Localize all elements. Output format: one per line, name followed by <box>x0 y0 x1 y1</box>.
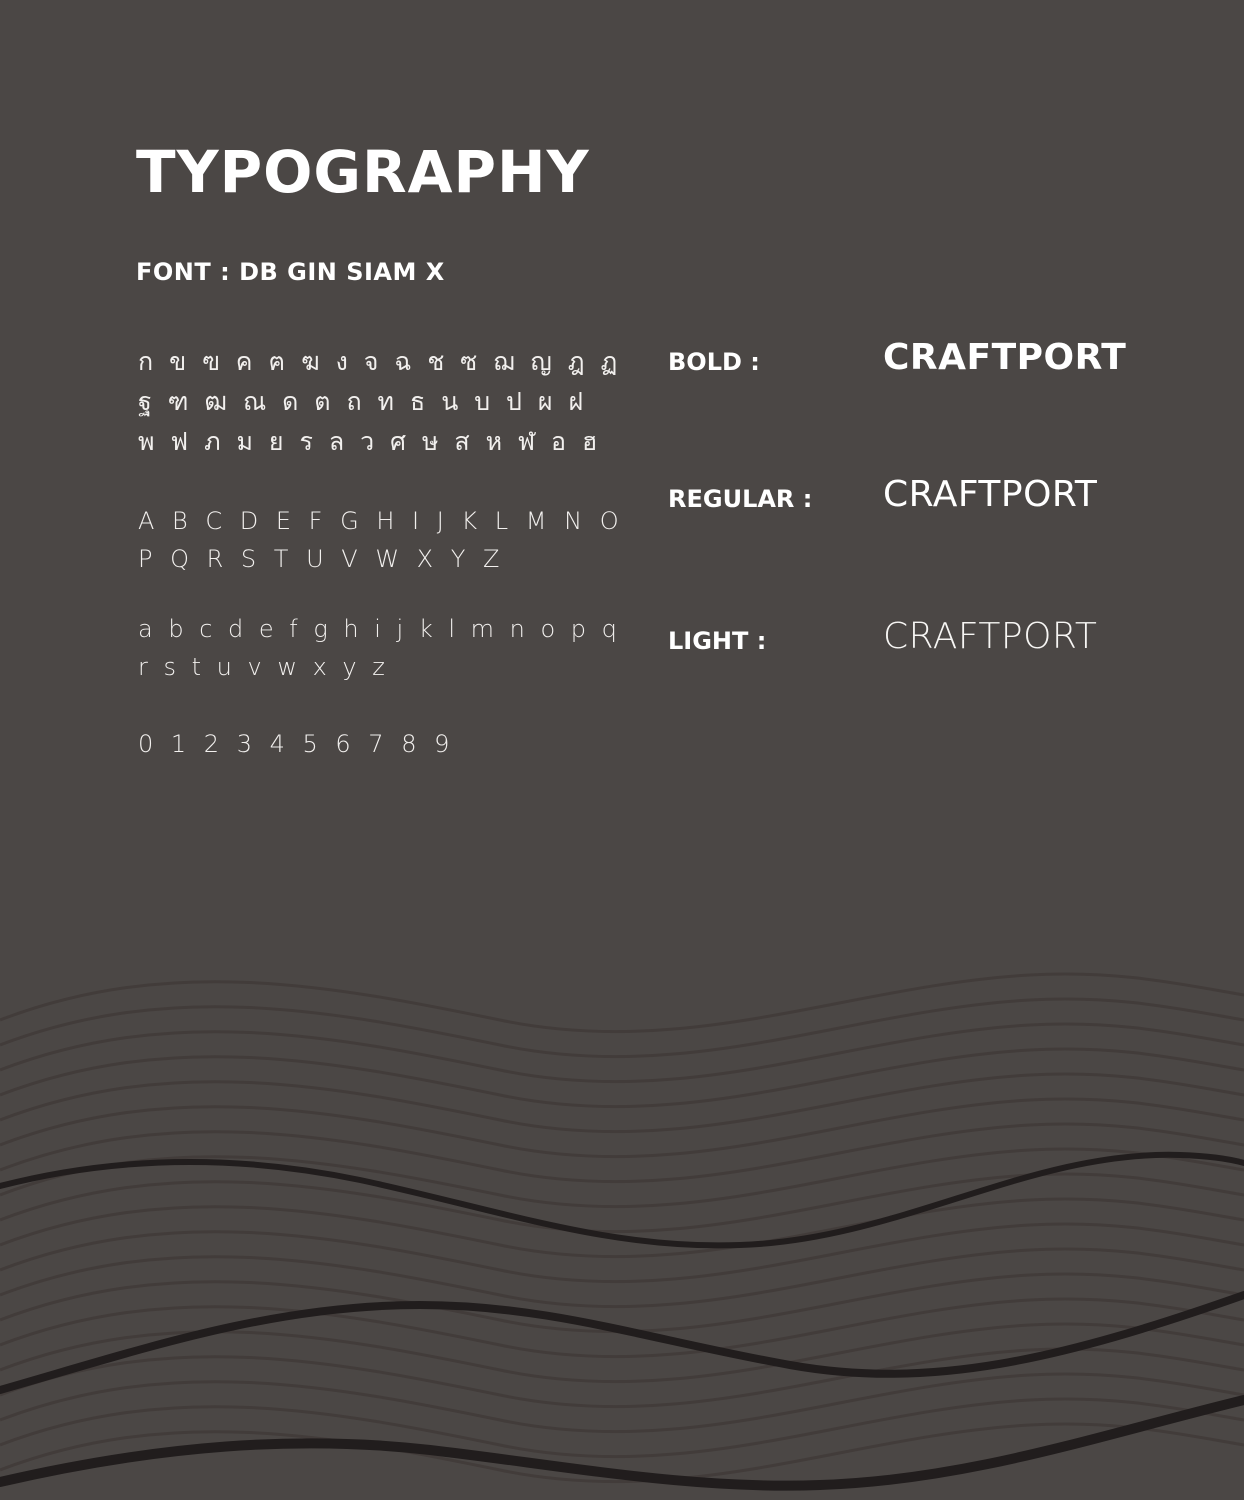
lowercase-character-line: r s t u v w x y z <box>138 653 389 681</box>
thai-character-line: พ ฟ ภ ม ย ร ล ว ศ ษ ส ห ฬ อ ฮ <box>138 427 602 456</box>
thai-character-set <box>138 342 621 462</box>
page-title: TYPOGRAPHY <box>136 138 590 206</box>
wave-texture-lines <box>0 974 1244 1482</box>
font-weight-bold-row <box>668 334 1208 388</box>
font-weight-label: REGULAR : <box>668 485 813 513</box>
lowercase-character-set <box>138 610 621 686</box>
wave-dark-accents <box>0 1155 1244 1486</box>
decorative-wave-pattern <box>0 900 1244 1500</box>
uppercase-character-line: P Q R S T U V W X Y Z <box>138 545 505 573</box>
digit-character-set: 0 1 2 3 4 5 6 7 8 9 <box>138 730 455 758</box>
light-font-sample: CRAFTPORT <box>883 616 1098 657</box>
font-weight-label: LIGHT : <box>668 627 767 655</box>
lowercase-character-line: a b c d e f g h i j k l m n o p q <box>138 615 621 643</box>
bold-font-sample: CRAFTPORT <box>883 337 1127 378</box>
font-weight-label: BOLD : <box>668 348 760 376</box>
thai-character-line: ก ข ฃ ค ฅ ฆ ง จ ฉ ช ซ ฌ ญ ฎ ฏ <box>138 347 622 376</box>
regular-font-sample: CRAFTPORT <box>883 474 1098 515</box>
uppercase-character-line: A B C D E F G H I J K L M N O <box>138 507 624 535</box>
font-weight-regular-row <box>668 471 1208 525</box>
uppercase-character-set <box>138 502 624 578</box>
font-name-label: FONT : DB GIN SIAM X <box>136 258 445 286</box>
thai-character-line: ฐ ฑ ฒ ณ ด ต ถ ท ธ น บ ป ผ ฝ <box>138 387 588 416</box>
font-weight-light-row <box>668 613 1208 667</box>
